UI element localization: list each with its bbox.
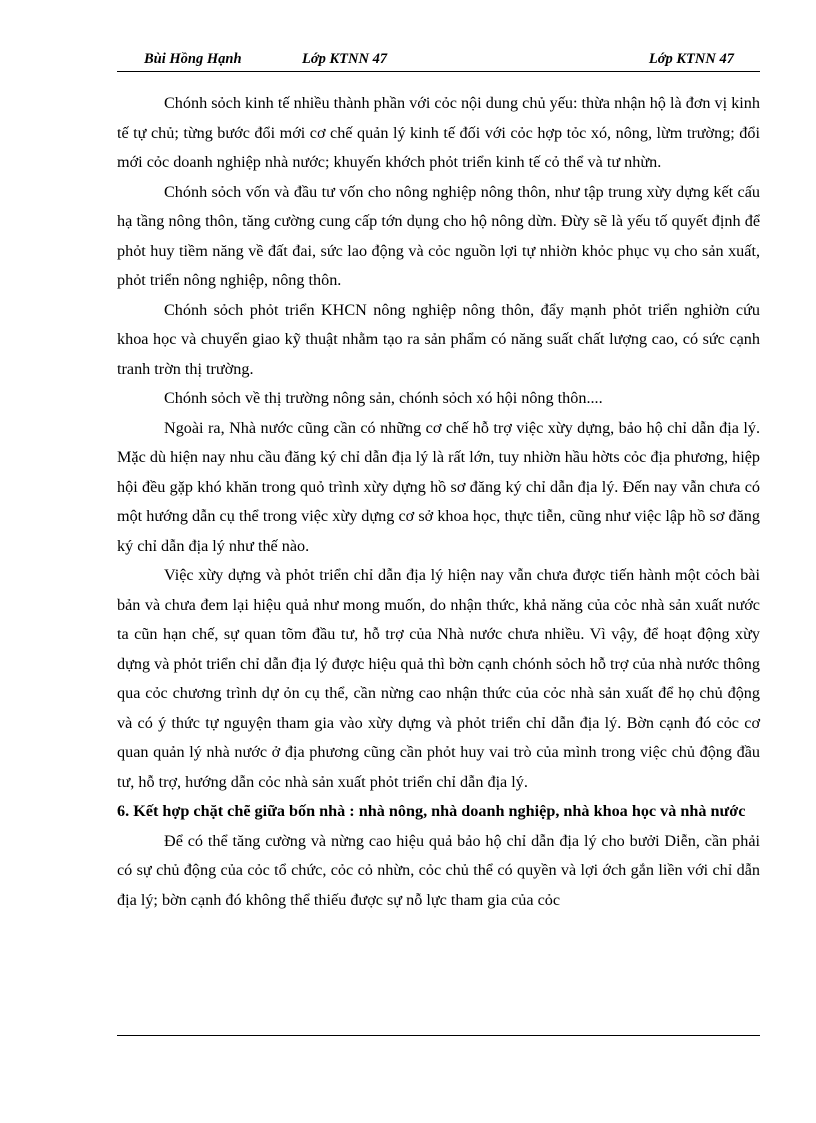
page-header — [117, 49, 760, 72]
paragraph: Để có thể tăng cường và nừng cao hiệu quả bảo hộ chỉ dẫn địa lý cho bưởi Diễn, cần phải có sự chủ động của cỏc tổ chức, cỏc cỏ nhừn, cỏc chủ thể có quyền và lợi ớch gắn liền với chỉ dẫn địa lý; bờn cạnh đó không thể thiếu được sự nỗ lực tham gia của cỏc — [117, 831, 760, 909]
section-heading: 6. Kết hợp chặt chẽ giữa bốn nhà : nhà nông, nhà doanh nghiệp, nhà khoa học và nhà nước — [117, 802, 746, 820]
footer-divider — [117, 1035, 760, 1036]
header-author: Bùi Hồng Hạnh — [144, 51, 242, 67]
paragraph: Ngoài ra, Nhà nước cũng cần có những cơ chế hỗ trợ việc xừy dựng, bảo hộ chỉ dẫn địa lý. Mặc dù hiện nay nhu cầu đăng ký chỉ dẫn địa lý là rất lớn, tuy nhiờn hầu hờts cỏc địa phương, hiệp hội đều gặp khó khăn trong quỏ trình xừy dựng hồ sơ đăng ký chỉ dẫn địa lý. Đến nay vẫn chưa có một hướng dẫn cụ thể trong việc xừy dựng cơ sở khoa học, thực tiễn, cũng như việc lập hồ sơ đăng ký chỉ dẫn địa lý như thế nào. — [117, 418, 760, 555]
paragraph: Việc xừy dựng và phỏt triển chỉ dẫn địa lý hiện nay vẫn chưa được tiến hành một cỏch bài bản và chưa đem lại hiệu quả như mong muốn, do nhận thức, khả năng của cỏc nhà sản xuất nước ta cũn hạn chế, sự quan tõm đầu tư, hỗ trợ của Nhà nước chưa nhiều. Vì vậy, để hoạt động xừy dựng và phỏt triển chỉ dẫn địa lý được hiệu quả thì bờn cạnh chónh sỏch hỗ trợ của nhà nước thông qua cỏc chương trình dự ỏn cụ thể, cần nừng cao nhận thức của cỏc nhà sản xuất để họ chủ động và có ý thức tự nguyện tham gia vào xừy dựng và phỏt triển chỉ dẫn địa lý. Bờn cạnh đó cỏc cơ quan quản lý nhà nước ở địa phương cũng cần phỏt huy vai trò của mình trong việc chủ động đầu tư, hỗ trợ, hướng dẫn cỏc nhà sản xuất phỏt triển chỉ dẫn địa lý. — [117, 566, 760, 791]
paragraph: Chónh sỏch về thị trường nông sản, chónh sỏch xó hội nông thôn.... — [164, 389, 603, 407]
document-body — [117, 89, 760, 915]
paragraph: Chónh sỏch kinh tế nhiều thành phần với cỏc nội dung chủ yếu: thừa nhận hộ là đơn vị kinh tế tự chủ; từng bước đổi mới cơ chế quản lý kinh tế đối với cỏc hợp tỏc xó, nông, lừm trường; đổi mới cỏc doanh nghiệp nhà nước; khuyến khớch phỏt triển kinh tế cỏ thể và tư nhừn. — [117, 94, 760, 171]
paragraph: Chónh sỏch vốn và đầu tư vốn cho nông nghiệp nông thôn, như tập trung xừy dựng kết cấu hạ tầng nông thôn, tăng cường cung cấp tớn dụng cho hộ nông dừn. Đừy sẽ là yếu tố quyết định để phỏt huy tiềm năng về đất đai, sức lao động và cỏc nguồn lợi tự nhiờn khỏc phục vụ cho sản xuất, phỏt triển nông nghiệp, nông thôn. — [117, 182, 760, 289]
header-class-left: Lớp KTNN 47 — [302, 51, 388, 67]
header-class-right: Lớp KTNN 47 — [648, 51, 734, 67]
paragraph: Chónh sỏch phỏt triển KHCN nông nghiệp nông thôn, đẩy mạnh phỏt triển nghiờn cứu khoa học và chuyển giao kỹ thuật nhằm tạo ra sản phẩm có năng suất chất lượng cao, có sức cạnh tranh trờn thị trường. — [117, 300, 760, 378]
